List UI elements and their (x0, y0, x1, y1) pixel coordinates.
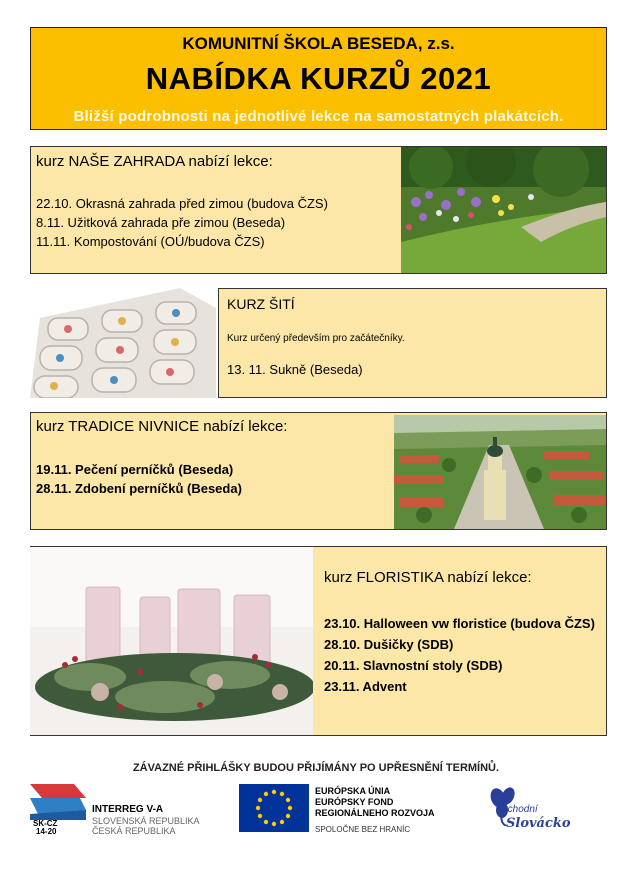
course-garden-lessons (36, 194, 328, 251)
lesson-item: 19.11. Pečení perníčků (Beseda) (36, 462, 234, 477)
interreg-line1: SLOVENSKÁ REPUBLIKA (92, 816, 200, 826)
eu-flag-icon (239, 784, 309, 832)
header-banner (30, 27, 607, 130)
interreg-name: INTERREG V-A (92, 804, 164, 815)
advent-wreath-photo (30, 547, 313, 735)
eu-line1: EURÓPSKA ÚNIA (315, 786, 391, 796)
course-sewing-panel (218, 288, 607, 398)
course-garden-title: kurz NAŠE ZAHRADA nabízí lekce: (36, 153, 273, 170)
lesson-item: 22.10. Okrasná zahrada před zimou (budova ČZS) (36, 196, 328, 211)
course-floristry-title: kurz FLORISTIKA nabízí lekce: (324, 569, 532, 586)
lesson-item: 20.11. Slavnostní stoly (SDB) (324, 658, 503, 673)
page-title: NABÍDKA KURZŮ 2021 (145, 61, 492, 96)
eu-line3: REGIONÁLNEHO ROZVOJA (315, 808, 435, 818)
course-sewing-title: KURZ ŠITÍ (227, 296, 295, 312)
lesson-item: 28.11. Zdobení perníčků (Beseda) (36, 481, 242, 496)
region-line2: Slovácko (506, 816, 571, 831)
village-photo (394, 415, 606, 529)
course-tradition-lessons (36, 460, 242, 498)
lesson-item: 13. 11. Sukně (Beseda) (227, 362, 363, 377)
region-line1: Východní (496, 804, 538, 815)
lesson-item: 28.10. Dušičky (SDB) (324, 637, 454, 652)
page-subtitle: Bližší podrobnosti na jednotlivé lekce na samostatných plakátcích. (73, 108, 564, 125)
badge-top-text: SK-CZ (33, 819, 58, 828)
course-sewing-lessons (227, 360, 363, 379)
lesson-item: 11.11. Kompostování (OÚ/budova ČZS) (36, 234, 265, 249)
interreg-logo (30, 784, 220, 836)
sk-cz-badge (30, 784, 86, 834)
lesson-item: 23.11. Advent (324, 679, 407, 694)
registration-note: ZÁVAZNÉ PŘIHLÁŠKY BUDOU PŘIJÍMÁNY PO UPŘESNĚNÍ TERMÍNŮ. (132, 762, 500, 774)
school-name: KOMUNITNÍ ŠKOLA BESEDA, z.s. (182, 34, 455, 53)
lesson-item: 8.11. Užitková zahrada pře zimou (Beseda) (36, 215, 286, 230)
badge-bottom-text: 14-20 (36, 827, 57, 836)
eu-line2: EURÓPSKY FOND (315, 797, 394, 807)
course-tradition-title: kurz TRADICE NIVNICE nabízí lekce: (36, 418, 288, 435)
lesson-item: 23.10. Halloween vw floristice (budova ČZS) (324, 616, 595, 631)
garden-photo (401, 147, 606, 273)
course-floristry-lessons (324, 613, 595, 697)
interreg-line2: ČESKÁ REPUBLIKA (92, 826, 176, 836)
eu-motto: SPOLOČNE BEZ HRANÍC (315, 825, 411, 834)
sewing-photo (30, 288, 216, 398)
course-sewing-note: Kurz určený především pro začátečníky. (227, 333, 405, 344)
vychodni-slovacko-logo (482, 784, 571, 836)
